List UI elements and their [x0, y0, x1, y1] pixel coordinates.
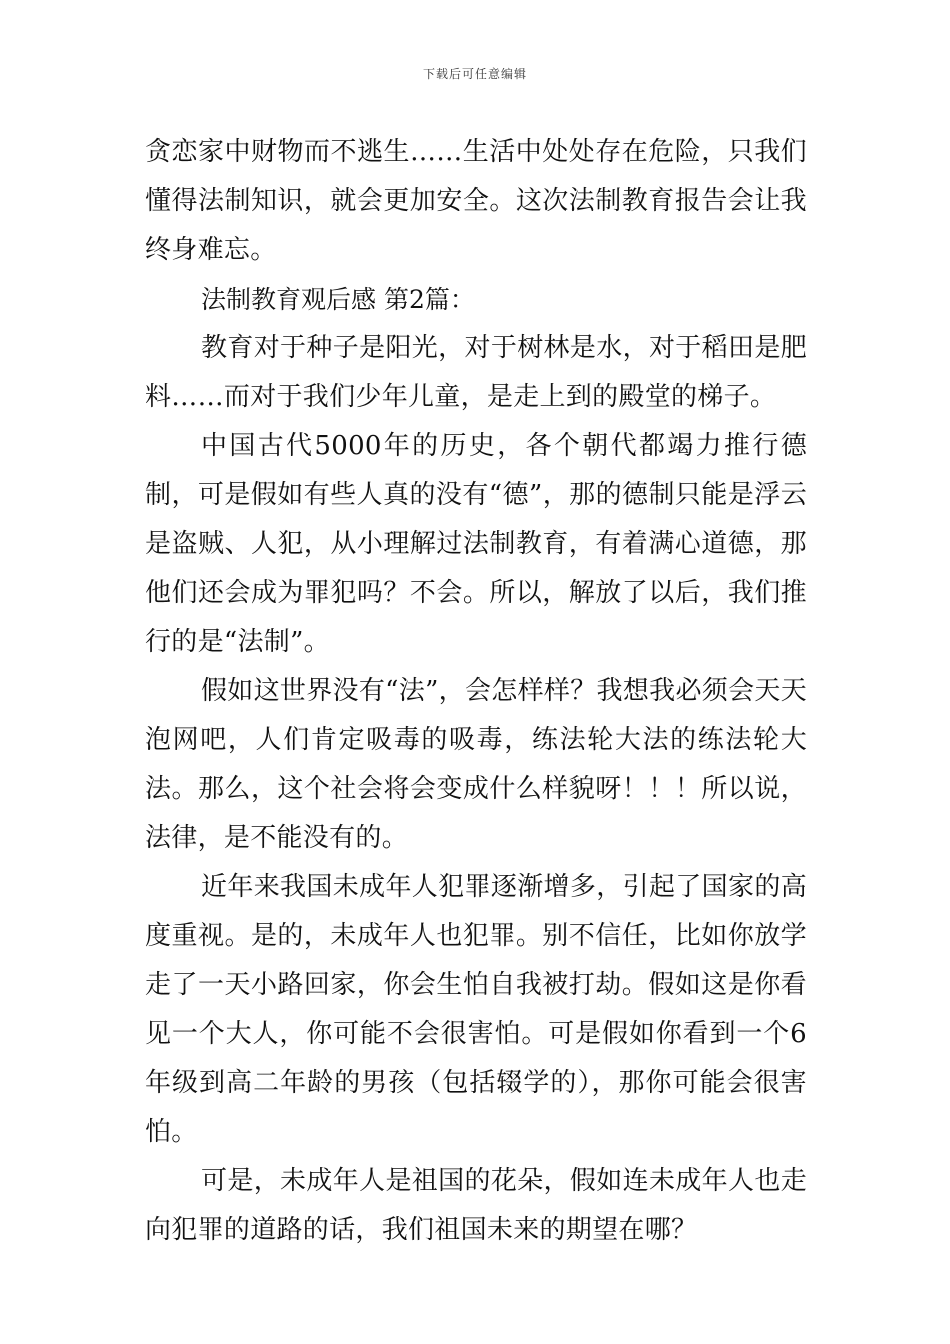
paragraph-4: 假如这世界没有“法”，会怎样样？我想我必须会天天泡网吧，人们肯定吸毒的吸毒，练法轮大法的练法轮大法。那么，这个社会将会变成什么样貌呀！！！所以说，法律，是不能没有的。	[145, 676, 807, 853]
section-heading: 法制教育观后感 第2篇：	[201, 285, 475, 314]
paragraph-3: 中国古代5000年的历史，各个朝代都竭力推行德制，可是假如有些人真的没有“德”，那的德制只能是浮云是盗贼、人犯，从小理解过法制教育，有着满心道德，那他们还会成为罪犯吗？不会。所以，解放了以后，我们推行的是“法制”。	[145, 431, 807, 657]
page-header: 下载后可任意编辑	[422, 67, 527, 81]
paragraph-2: 教育对于种子是阳光，对于树林是水，对于稻田是肥料……而对于我们少年儿童，是走上到的殿堂的梯子。	[145, 333, 807, 412]
paragraph-6: 可是，未成年人是祖国的花朵，假如连未成年人也走向犯罪的道路的话，我们祖国未来的期望在哪？	[145, 1166, 807, 1245]
paragraph-5: 近年来我国未成年人犯罪逐渐增多，引起了国家的高度重视。是的，未成年人也犯罪。别不信任，比如你放学走了一天小路回家，你会生怕自我被打劫。假如这是你看见一个大人，你可能不会很害怕。可是假如你看到一个6年级到高二年龄的男孩（包括辍学的），那你可能会很害怕。	[145, 872, 807, 1147]
document-body	[145, 128, 807, 1255]
paragraph-1: 贪恋家中财物而不逃生……生活中处处存在危险，只我们懂得法制知识，就会更加安全。这次法制教育报告会让我终身难忘。	[145, 137, 807, 265]
